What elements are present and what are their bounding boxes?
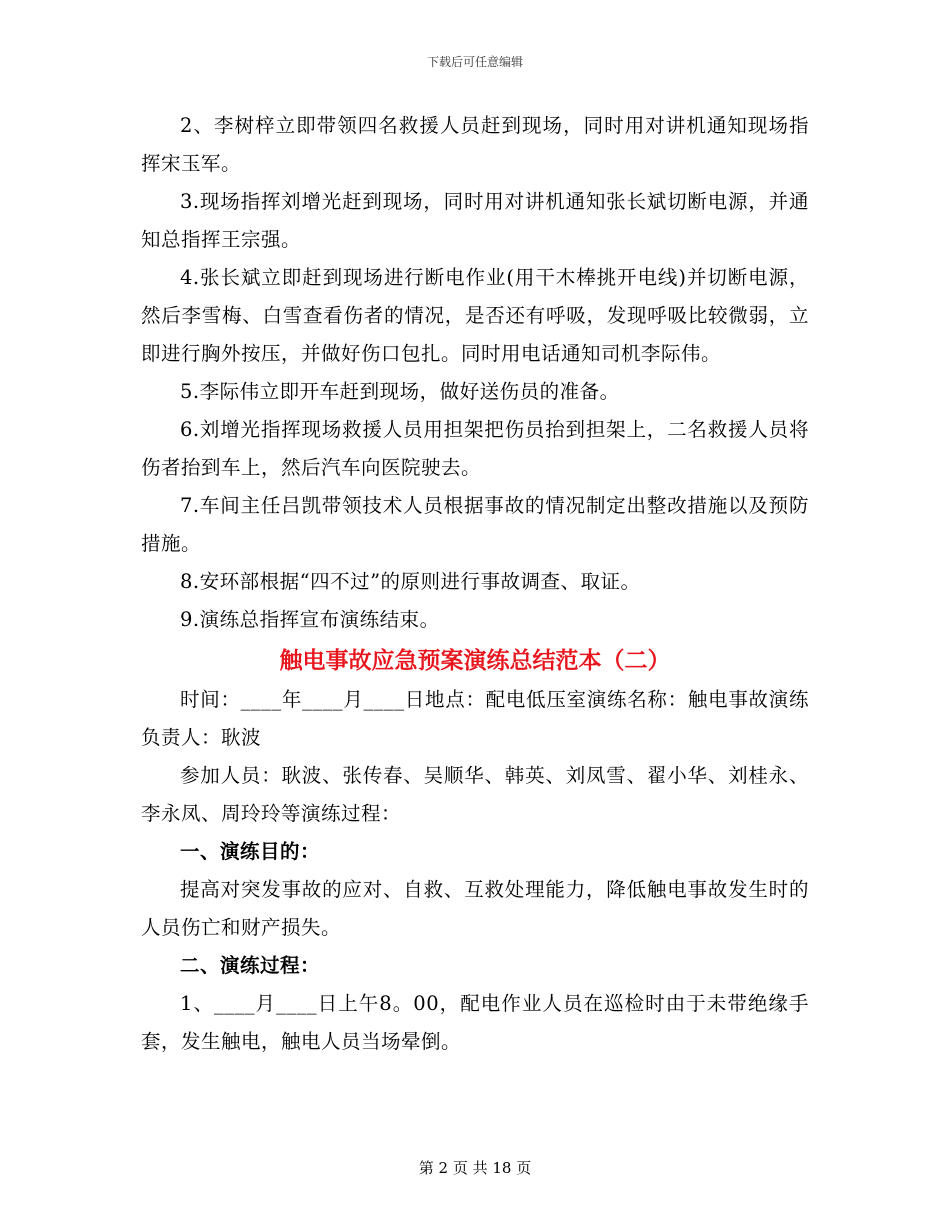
paragraph-step-2: 2、李树梓立即带领四名救援人员赶到现场，同时用对讲机通知现场指挥宋玉军。 — [141, 114, 809, 175]
page-header: 下载后可任意编辑 — [426, 55, 523, 69]
paragraph-purpose: 提高对突发事故的应对、自救、互救处理能力，降低触电事故发生时的人员伤亡和财产损失。 — [141, 878, 809, 939]
paragraph-step-9: 9.演练总指挥宣布演练结束。 — [180, 608, 440, 631]
paragraph-step-7: 7.车间主任吕凯带领技术人员根据事故的情况制定出整改措施以及预防措施。 — [141, 494, 809, 555]
paragraph-participants: 参加人员：耿波、张传春、吴顺华、韩英、刘凤雪、翟小华、刘桂永、李永凤、周玲玲等演练过程： — [141, 764, 809, 825]
paragraph-time-location: 时间：____年____月____日地点：配电低压室演练名称：触电事故演练负责人：耿波 — [141, 688, 809, 749]
paragraph-step-5: 5.李际伟立即开车赶到现场，做好送伤员的准备。 — [180, 380, 620, 403]
paragraph-step-4: 4.张长斌立即赶到现场进行断电作业(用干木棒挑开电线)并切断电源，然后李雪梅、白雪查看伤者的情况，是否还有呼吸，发现呼吸比较微弱，立即进行胸外按压，并做好伤口包扎。同时用电话通知司机李际伟。 — [141, 266, 809, 365]
heading-purpose: 一、演练目的： — [180, 840, 321, 863]
section-title: 触电事故应急预案演练总结范本（二） — [279, 647, 671, 674]
paragraph-step-3: 3.现场指挥刘增光赶到现场，同时用对讲机通知张长斌切断电源，并通知总指挥王宗强。 — [141, 190, 809, 251]
paragraph-process-step-1: 1、____月____日上午8。00，配电作业人员在巡检时由于未带绝缘手套，发生触电，触电人员当场晕倒。 — [141, 992, 809, 1053]
paragraph-step-8: 8.安环部根据“四不过”的原则进行事故调查、取证。 — [180, 570, 641, 593]
document-body — [141, 107, 809, 1061]
heading-process: 二、演练过程： — [180, 954, 321, 977]
paragraph-step-6: 6.刘增光指挥现场救援人员用担架把伤员抬到担架上，二名救援人员将伤者抬到车上，然后汽车向医院驶去。 — [141, 418, 809, 479]
page-footer: 第 2 页 共 18 页 — [418, 1159, 532, 1177]
